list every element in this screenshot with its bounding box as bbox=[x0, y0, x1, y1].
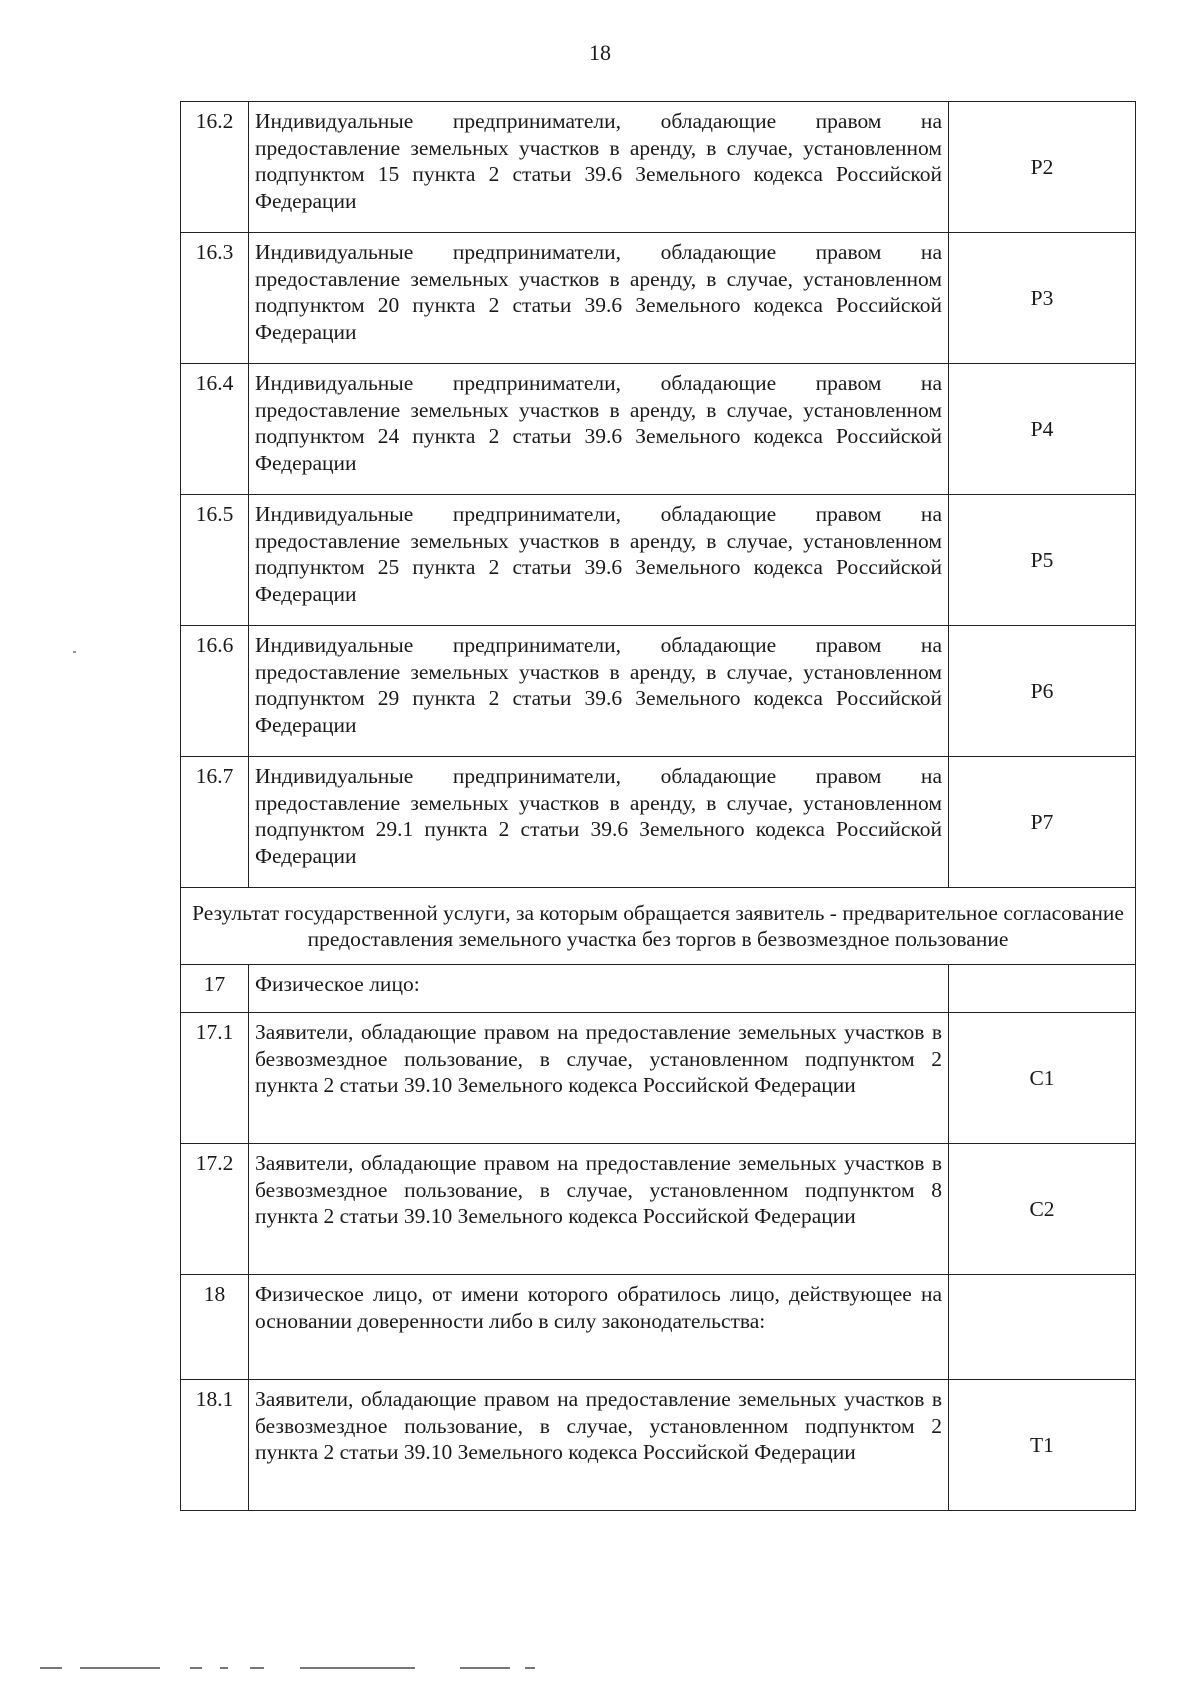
applicants-table bbox=[180, 101, 1136, 1511]
row-code: P3 bbox=[949, 233, 1136, 364]
row-code: P2 bbox=[949, 102, 1136, 233]
table-row bbox=[181, 1275, 1136, 1380]
table-row bbox=[181, 626, 1136, 757]
table-row bbox=[181, 102, 1136, 233]
row-number: 18.1 bbox=[181, 1380, 249, 1511]
table-row bbox=[181, 495, 1136, 626]
row-code: C2 bbox=[949, 1144, 1136, 1275]
row-description: Индивидуальные предприниматели, обладающие правом на предоставление земельных участков в аренду, в случае, установленном подпунктом 25 пункта 2 статьи 39.6 Земельного кодекса Российской Федерации bbox=[249, 495, 949, 626]
row-code: T1 bbox=[949, 1380, 1136, 1511]
row-description: Индивидуальные предприниматели, обладающие правом на предоставление земельных участков в аренду, в случае, установленном подпунктом 20 пункта 2 статьи 39.6 Земельного кодекса Российской Федерации bbox=[249, 233, 949, 364]
table-row bbox=[181, 233, 1136, 364]
row-number: 16.3 bbox=[181, 233, 249, 364]
row-description: Заявители, обладающие правом на предоставление земельных участков в безвозмездное пользование, в случае, установленном подпунктом 2 пункта 2 статьи 39.10 Земельного кодекса Российской Федерации bbox=[249, 1380, 949, 1511]
row-number: 16.7 bbox=[181, 757, 249, 888]
table-row bbox=[181, 757, 1136, 888]
table-row bbox=[181, 364, 1136, 495]
row-code: P4 bbox=[949, 364, 1136, 495]
row-code: P5 bbox=[949, 495, 1136, 626]
row-code: C1 bbox=[949, 1013, 1136, 1144]
row-description: Заявители, обладающие правом на предоставление земельных участков в безвозмездное пользование, в случае, установленном подпунктом 2 пункта 2 статьи 39.10 Земельного кодекса Российской Федерации bbox=[249, 1013, 949, 1144]
row-number: 17.2 bbox=[181, 1144, 249, 1275]
row-description: Индивидуальные предприниматели, обладающие правом на предоставление земельных участков в аренду, в случае, установленном подпунктом 29.1 пункта 2 статьи 39.6 Земельного кодекса Российской Федерации bbox=[249, 757, 949, 888]
row-description: Индивидуальные предприниматели, обладающие правом на предоставление земельных участков в аренду, в случае, установленном подпунктом 29 пункта 2 статьи 39.6 Земельного кодекса Российской Федерации bbox=[249, 626, 949, 757]
row-number: 17 bbox=[181, 965, 249, 1013]
section-heading: Результат государственной услуги, за которым обращается заявитель - предварительное согласование предоставления земельного участка без торгов в безвозмездное пользование bbox=[181, 888, 1136, 965]
table-row bbox=[181, 965, 1136, 1013]
row-description: Индивидуальные предприниматели, обладающие правом на предоставление земельных участков в аренду, в случае, установленном подпунктом 24 пункта 2 статьи 39.6 Земельного кодекса Российской Федерации bbox=[249, 364, 949, 495]
section-heading-row bbox=[181, 888, 1136, 965]
table-row bbox=[181, 1380, 1136, 1511]
row-description: Заявители, обладающие правом на предоставление земельных участков в безвозмездное пользование, в случае, установленном подпунктом 8 пункта 2 статьи 39.10 Земельного кодекса Российской Федерации bbox=[249, 1144, 949, 1275]
row-description: Физическое лицо, от имени которого обратилось лицо, действующее на основании доверенности либо в силу законодательства: bbox=[249, 1275, 949, 1380]
row-description: Индивидуальные предприниматели, обладающие правом на предоставление земельных участков в аренду, в случае, установленном подпунктом 15 пункта 2 статьи 39.6 Земельного кодекса Российской Федерации bbox=[249, 102, 949, 233]
row-number: 17.1 bbox=[181, 1013, 249, 1144]
table-row bbox=[181, 1013, 1136, 1144]
row-number: 18 bbox=[181, 1275, 249, 1380]
page-number: 18 bbox=[589, 40, 611, 65]
row-code: P7 bbox=[949, 757, 1136, 888]
row-description: Физическое лицо: bbox=[249, 965, 949, 1013]
scan-edge-marks bbox=[40, 1667, 540, 1670]
table-row bbox=[181, 1144, 1136, 1275]
row-code bbox=[949, 1275, 1136, 1380]
row-number: 16.6 bbox=[181, 626, 249, 757]
row-number: 16.5 bbox=[181, 495, 249, 626]
row-number: 16.2 bbox=[181, 102, 249, 233]
scan-artifact bbox=[73, 651, 76, 653]
row-code bbox=[949, 965, 1136, 1013]
row-code: P6 bbox=[949, 626, 1136, 757]
row-number: 16.4 bbox=[181, 364, 249, 495]
